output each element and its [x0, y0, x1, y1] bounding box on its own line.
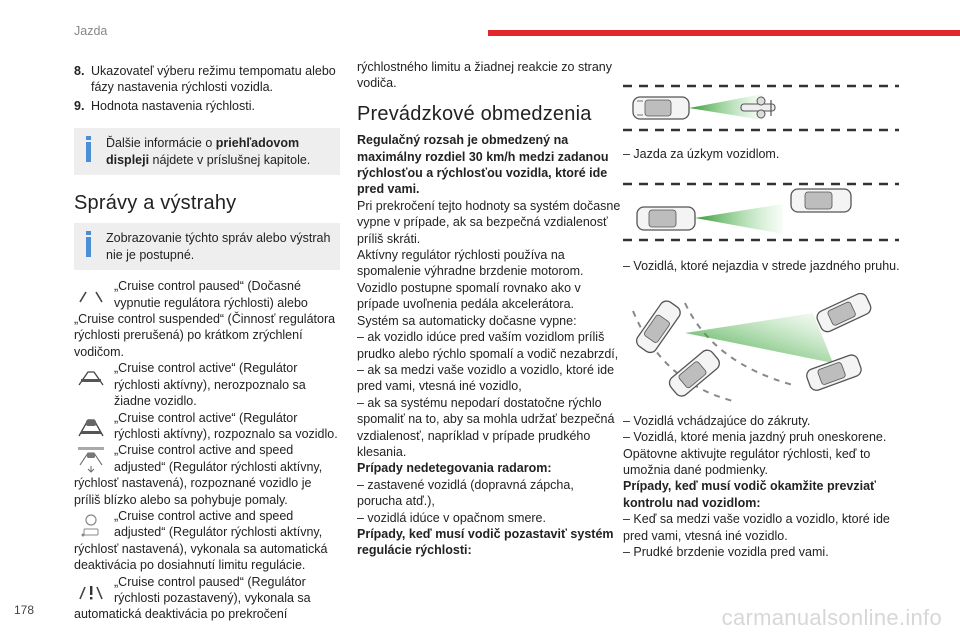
list-item: – Prudké brzdenie vozidla pred vami.: [623, 545, 829, 560]
car-icon: [815, 293, 873, 334]
figure-caption: – Jazda za úzkym vozidlom.: [623, 147, 780, 161]
subheading: Prípady nedetegovania radarom:: [357, 461, 552, 476]
item-text: Hodnota nastavenia rýchlosti.: [91, 98, 255, 113]
info-icon: [82, 135, 106, 168]
header-accent-bar: [488, 30, 960, 36]
set-speed-vehicle-icon: [74, 444, 108, 474]
page-number: 178: [14, 603, 35, 617]
message-item: „Cruise control active“ (Regulátor rýchlosti aktívny), nerozpoznalo sa žiadne vozidlo.: [74, 360, 340, 409]
paused-warning-icon: [74, 576, 108, 606]
list-item: – Keď sa medzi vaše vozidlo a vozidlo, ktoré ide pred vami, vtesná iné vozidlo.: [623, 512, 890, 543]
page-header-title: Jazda: [74, 24, 108, 38]
column-3: [623, 80, 913, 560]
watermark: carmanualsonline.info: [721, 605, 942, 630]
list-item: – ak sa medzi vaše vozidlo a vozidlo, ktoré ide pred vami, vtesná iné vozidlo,: [357, 362, 615, 394]
info-note-text: Zobrazovanie týchto správ alebo výstrah nie je postupné.: [106, 231, 331, 262]
info-note-text: Ďalšie informácie o priehľadovom displeji nájdete v príslušnej kapitole.: [106, 136, 311, 167]
message-item: „Cruise control paused“ (Regulátor rýchlosti pozastavený), vykonala sa automatická deaktivácia po prekročení: [74, 574, 311, 622]
paragraph: Vozidlo postupne spomalí rovnako ako v prípade uvoľnenia pedála akcelerátora.: [357, 280, 581, 312]
section-title: Správy a výstrahy: [74, 192, 237, 215]
list-item: – Vozidlá, ktoré menia jazdný pruh oneskorene.: [623, 430, 887, 445]
curve-lane-change-illustration: [623, 293, 899, 403]
list-item: – ak vozidlo idúce pred vaším vozidlom príliš prudko alebo rýchlo spomalí a vodič nezabrzdí,: [357, 330, 619, 361]
list-item: – ak sa systému nepodarí dostatočne rýchlo spomaliť na to, aby sa mohla udržať bezpečná vzdialenosť, napríklad v prípade prudkého klesania.: [357, 395, 615, 459]
paragraph: rýchlostného limitu a žiadnej reakcie zo strany vodiča.: [357, 60, 612, 91]
info-note: [74, 128, 340, 175]
paragraph: Aktívny regulátor rýchlosti používa na spomalenie výhradne brzdenie motorom.: [357, 248, 584, 279]
message-item: „Cruise control active“ (Regulátor rýchlosti aktívny), rozpoznalo sa vozidlo.: [74, 410, 340, 443]
paragraph: Opätovne aktivujte regulátor rýchlosti, keď to umožnia dané podmienky.: [623, 446, 871, 478]
info-icon: [82, 230, 106, 263]
list-item: [74, 63, 340, 96]
item-number: 9.: [74, 98, 85, 113]
road-vehicle-detected-icon: [74, 412, 108, 442]
section-title: Prevádzkové obmedzenia: [357, 102, 592, 125]
column-1: [74, 63, 340, 623]
message-item: „Cruise control paused“ (Dočasné vypnutie regulátora rýchlosti) alebo „Cruise control suspended“ (Činnosť regulátora rýchlosti prerušená) po krátkom zrýchlení vodičom.: [74, 279, 336, 359]
off-center-vehicles-illustration: [623, 178, 899, 248]
subheading: Prípady, keď musí vodič pozastaviť systém regulácie rýchlosti:: [357, 526, 614, 558]
car-icon: [667, 347, 723, 399]
info-note: [74, 223, 340, 270]
figure-caption: – Vozidlá, ktoré nejazdia v strede jazdného pruhu.: [623, 259, 900, 274]
cruise-paused-icon: [74, 280, 108, 310]
list-item: – zastavené vozidlá (dopravná zápcha, porucha atď.),: [357, 477, 574, 509]
column-2: [357, 59, 622, 559]
item-text: Ukazovateľ výberu režimu tempomatu alebo fázy nastavenia rýchlosti vozidla.: [91, 64, 336, 95]
item-number: 8.: [74, 64, 85, 78]
road-no-vehicle-icon: [74, 362, 108, 392]
car-icon: [633, 97, 689, 119]
subheading: Prípady, keď musí vodič okamžite prevziať kontrolu nad vozidlom:: [623, 479, 877, 510]
car-icon: [791, 189, 851, 212]
list-item: [74, 98, 340, 114]
narrow-vehicle-illustration: [623, 80, 899, 136]
message-item: „Cruise control active and speed adjusted“ (Regulátor rýchlosti aktívny, rýchlosť nastavená), rozpoznané vozidlo je príliš blízko alebo sa pohybuje pomaly.: [74, 443, 323, 507]
bold-intro: Regulačný rozsah je obmedzený na maximálny rozdiel 30 km/h medzi zadanou rýchlosťou a rýchlosťou vozidla, ktoré ide pred vami.: [357, 133, 609, 197]
paragraph: Pri prekročení tejto hodnoty sa systém dočasne vypne v prípade, ak sa bezpečná vzdialenosť príliš skráti.: [357, 198, 621, 246]
list-item: – Vozidlá vchádzajúce do zákruty.: [623, 413, 811, 428]
paragraph: Systém sa automaticky dočasne vypne:: [357, 313, 577, 328]
list-item: – vozidlá idúce v opačnom smere.: [357, 510, 546, 525]
limit-deactivation-icon: [74, 510, 108, 540]
message-item: „Cruise control active and speed adjusted“ (Regulátor rýchlosti aktívny, rýchlosť nastavená), vykonala sa automatická deaktivácia po dosiahnutí limitu regulácie.: [74, 508, 328, 573]
car-icon: [637, 207, 695, 230]
